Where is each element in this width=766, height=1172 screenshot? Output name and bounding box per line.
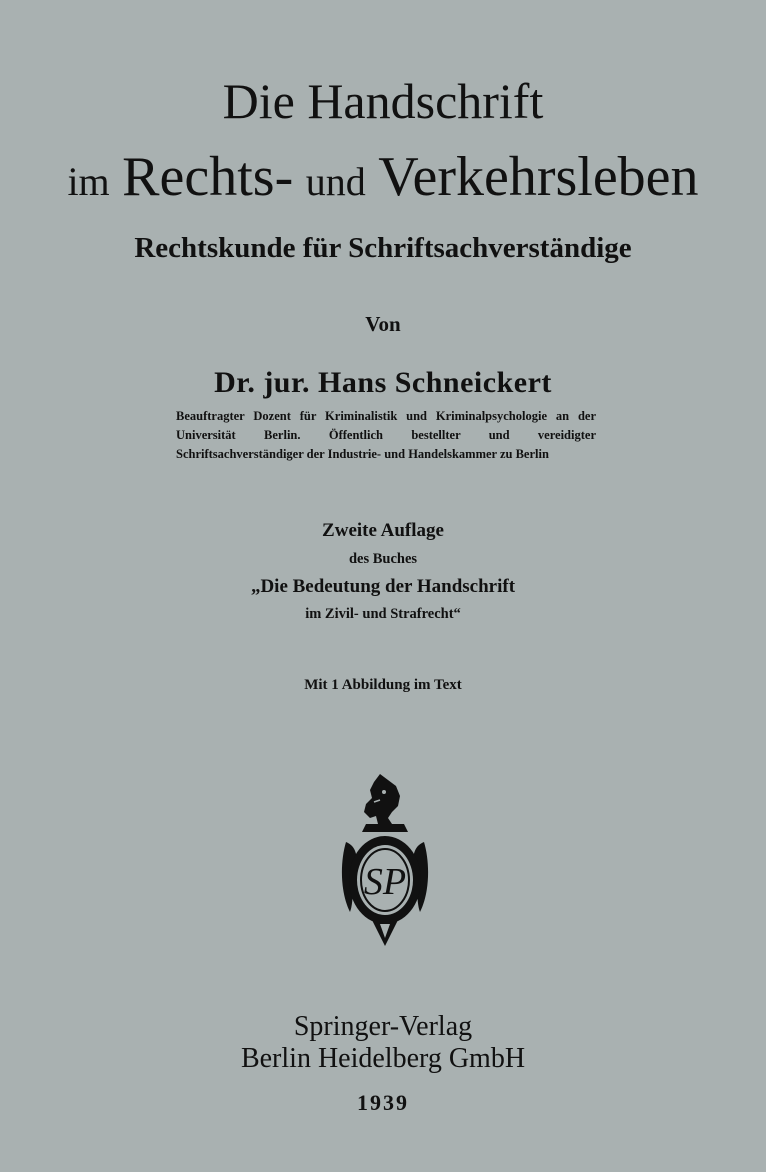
publisher-location: Berlin Heidelberg GmbH: [240, 1043, 526, 1074]
emblem-monogram: SP: [363, 861, 407, 903]
book-title-line-1: Die Handschrift: [222, 73, 544, 129]
publication-year: 1939: [357, 1090, 409, 1115]
original-title-line-2: im Zivil- und Strafrecht“: [305, 606, 461, 622]
edition-des-buches: des Buches: [348, 551, 418, 567]
author-name: Dr. jur. Hans Schneickert: [214, 366, 552, 399]
edition-label: Zweite Auflage: [322, 520, 444, 541]
title-word-verkehrsleben: Verkehrsleben: [378, 146, 699, 208]
figures-note: Mit 1 Abbildung im Text: [304, 677, 462, 693]
byline: Von: [365, 312, 401, 336]
title-word-und: und: [305, 159, 366, 204]
springer-knight-emblem-icon: [336, 772, 434, 948]
author-affiliation: Beauftragter Dozent für Kriminalistik und Kriminalpsychologie an der Universität Berlin. Öffentlich bestellter und vereidigter Schriftsachverständiger der Industrie- und Handelskammer zu Berlin: [176, 409, 596, 461]
title-word-rechts: Rechts-: [122, 146, 294, 208]
publisher-name: Springer-Verlag: [293, 1011, 473, 1042]
book-subtitle: Rechtskunde für Schriftsachverständige: [134, 232, 632, 264]
book-title-line-2: [0, 146, 766, 213]
original-title-line-1: „Die Bedeutung der Handschrift: [250, 576, 516, 597]
title-word-im: im: [67, 159, 110, 204]
